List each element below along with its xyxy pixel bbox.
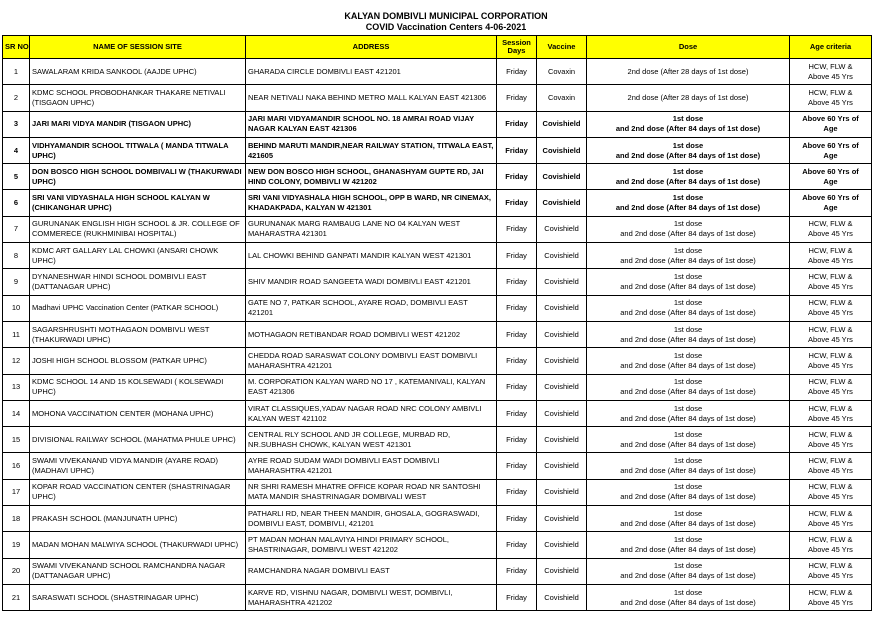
cell-session-days: Friday (497, 374, 537, 400)
dose-line-1: 2nd dose (After 28 days of 1st dose) (627, 66, 749, 76)
age-line-1: HCW, FLW & (808, 561, 853, 571)
cell-vaccine: Covaxin (537, 85, 587, 111)
cell-session-site: SARASWATI SCHOOL (SHASTRINAGAR UPHC) (30, 584, 246, 610)
dose-line-2: and 2nd dose (After 84 days of 1st dose) (615, 203, 761, 213)
dose-line-2: and 2nd dose (After 84 days of 1st dose) (620, 571, 756, 581)
table-row (3, 243, 872, 269)
header-name: NAME OF SESSION SITE (30, 36, 246, 59)
cell-age-criteria (790, 453, 872, 479)
cell-session-site: SWAMI VIVEKANAND SCHOOL RAMCHANDRA NAGAR (DATTANAGAR UPHC) (30, 558, 246, 584)
age-line-2: Above 45 Yrs (808, 308, 853, 318)
cell-session-site: KOPAR ROAD VACCINATION CENTER (SHASTRINAGAR UPHC) (30, 479, 246, 505)
dose-line-1: 1st dose (673, 587, 703, 597)
table-row (3, 348, 872, 374)
cell-age-criteria (790, 243, 872, 269)
cell-sr-no: 17 (3, 479, 30, 505)
cell-dose (587, 400, 790, 426)
dose-line-1: 1st dose (672, 193, 704, 203)
cell-address: VIRAT CLASSIQUES,YADAV NAGAR ROAD NRC COLONY AMBIVLI KALYAN WEST 421102 (246, 400, 497, 426)
dose-line-2: and 2nd dose (After 84 days of 1st dose) (620, 360, 756, 370)
dose-line-1: 1st dose (673, 403, 703, 413)
cell-dose (587, 348, 790, 374)
dose-line-1: 1st dose (673, 350, 703, 360)
dose-line-2: and 2nd dose (After 84 days of 1st dose) (620, 492, 756, 502)
header-sr-no: SR NO (3, 36, 30, 59)
cell-vaccine: Covishield (537, 532, 587, 558)
cell-sr-no: 5 (3, 164, 30, 190)
cell-dose (587, 427, 790, 453)
cell-dose (587, 85, 790, 111)
cell-address: CHEDDA ROAD SARASWAT COLONY DOMBIVLI EAST DOMBIVLI MAHARASHTRA 421201 (246, 348, 497, 374)
header-dose: Dose (587, 36, 790, 59)
age-line-1: Above 60 Yrs of (802, 140, 859, 150)
cell-age-criteria (790, 137, 872, 163)
age-line-1: HCW, FLW & (808, 403, 853, 413)
table-row (3, 137, 872, 163)
cell-vaccine: Covishield (537, 479, 587, 505)
cell-vaccine: Covishield (537, 243, 587, 269)
header-vaccine: Vaccine (537, 36, 587, 59)
age-line-1: Above 60 Yrs of (802, 193, 859, 203)
cell-session-days: Friday (497, 59, 537, 85)
cell-sr-no: 15 (3, 427, 30, 453)
age-line-1: HCW, FLW & (808, 87, 853, 97)
cell-age-criteria (790, 164, 872, 190)
table-row (3, 400, 872, 426)
cell-session-site: GURUNANAK ENGLISH HIGH SCHOOL & JR. COLLEGE OF COMMERECE (RUKHMINIBAI HOSPITAL) (30, 216, 246, 242)
cell-session-site: SWAMI VIVEKANAND VIDYA MANDIR (AYARE ROAD) (MADHAVI UPHC) (30, 453, 246, 479)
cell-session-days: Friday (497, 453, 537, 479)
dose-line-2: and 2nd dose (After 84 days of 1st dose) (620, 518, 756, 528)
cell-session-days: Friday (497, 216, 537, 242)
cell-address: NEAR NETIVALI NAKA BEHIND METRO MALL KALYAN EAST 421306 (246, 85, 497, 111)
cell-vaccine: Covishield (537, 111, 587, 137)
table-row (3, 584, 872, 610)
cell-address: BEHIND MARUTI MANDIR,NEAR RAILWAY STATION, TITWALA EAST, 421605 (246, 137, 497, 163)
cell-dose (587, 584, 790, 610)
cell-sr-no: 13 (3, 374, 30, 400)
cell-session-days: Friday (497, 321, 537, 347)
cell-sr-no: 11 (3, 321, 30, 347)
age-line-1: HCW, FLW & (808, 534, 853, 544)
dose-line-1: 1st dose (672, 114, 704, 124)
cell-address: GHARADA CIRCLE DOMBIVLI EAST 421201 (246, 59, 497, 85)
cell-age-criteria (790, 532, 872, 558)
cell-age-criteria (790, 400, 872, 426)
age-line-2: Above 45 Yrs (808, 597, 853, 607)
cell-dose (587, 479, 790, 505)
dose-line-1: 1st dose (673, 456, 703, 466)
table-body (3, 59, 872, 611)
age-line-1: HCW, FLW & (808, 219, 853, 229)
dose-line-2: and 2nd dose (After 84 days of 1st dose) (620, 413, 756, 423)
header-session-days: Session Days (497, 36, 537, 59)
cell-vaccine: Covishield (537, 400, 587, 426)
cell-age-criteria (790, 295, 872, 321)
cell-age-criteria (790, 269, 872, 295)
cell-session-days: Friday (497, 269, 537, 295)
cell-vaccine: Covishield (537, 216, 587, 242)
age-line-2: Age (823, 176, 838, 186)
cell-session-site: Madhavi UPHC Vaccination Center (PATKAR SCHOOL) (30, 295, 246, 321)
cell-sr-no: 20 (3, 558, 30, 584)
cell-session-days: Friday (497, 427, 537, 453)
age-line-2: Age (823, 203, 838, 213)
table-row (3, 190, 872, 216)
dose-line-2: and 2nd dose (After 84 days of 1st dose) (620, 466, 756, 476)
cell-age-criteria (790, 59, 872, 85)
cell-sr-no: 6 (3, 190, 30, 216)
cell-address: PATHARLI RD, NEAR THEEN MANDIR, GHOSALA, GOGRASWADI, DOMBIVLI EAST, DOMBIVLI, 421201 (246, 506, 497, 532)
table-row (3, 111, 872, 137)
dose-line-2: and 2nd dose (After 84 days of 1st dose) (620, 308, 756, 318)
cell-session-days: Friday (497, 400, 537, 426)
table-row (3, 506, 872, 532)
age-line-2: Above 45 Yrs (808, 413, 853, 423)
age-line-2: Above 45 Yrs (808, 518, 853, 528)
dose-line-2: and 2nd dose (After 84 days of 1st dose) (620, 439, 756, 449)
age-line-2: Above 45 Yrs (808, 571, 853, 581)
dose-line-1: 1st dose (673, 219, 703, 229)
cell-session-days: Friday (497, 190, 537, 216)
age-line-2: Above 45 Yrs (808, 97, 853, 107)
cell-age-criteria (790, 479, 872, 505)
cell-sr-no: 21 (3, 584, 30, 610)
cell-age-criteria (790, 427, 872, 453)
cell-dose (587, 532, 790, 558)
dose-line-2: and 2nd dose (After 84 days of 1st dose) (615, 124, 761, 134)
dose-line-1: 1st dose (672, 166, 704, 176)
age-line-2: Age (823, 124, 838, 134)
cell-session-days: Friday (497, 558, 537, 584)
age-line-2: Above 45 Yrs (808, 544, 853, 554)
cell-session-days: Friday (497, 137, 537, 163)
dose-line-1: 1st dose (673, 429, 703, 439)
dose-line-2: and 2nd dose (After 84 days of 1st dose) (620, 544, 756, 554)
age-line-1: HCW, FLW & (808, 482, 853, 492)
cell-address: M. CORPORATION KALYAN WARD NO 17 , KATEMANIVALI, KALYAN EAST 421306 (246, 374, 497, 400)
cell-dose (587, 321, 790, 347)
table-row (3, 85, 872, 111)
cell-dose (587, 164, 790, 190)
cell-session-days: Friday (497, 164, 537, 190)
table-header-row (3, 36, 872, 59)
cell-session-site: KDMC SCHOOL 14 AND 15 KOLSEWADI ( KOLSEWADI UPHC) (30, 374, 246, 400)
cell-session-site: JARI MARI VIDYA MANDIR (TISGAON UPHC) (30, 111, 246, 137)
cell-dose (587, 295, 790, 321)
dose-line-1: 1st dose (673, 482, 703, 492)
cell-sr-no: 4 (3, 137, 30, 163)
age-line-1: HCW, FLW & (808, 61, 853, 71)
cell-vaccine: Covaxin (537, 59, 587, 85)
cell-session-site: DYNANESHWAR HINDI SCHOOL DOMBIVLI EAST (DATTANAGAR UPHC) (30, 269, 246, 295)
cell-session-days: Friday (497, 111, 537, 137)
cell-vaccine: Covishield (537, 321, 587, 347)
cell-session-site: KDMC SCHOOL PROBODHANKAR THAKARE NETIVALI (TISGAON UPHC) (30, 85, 246, 111)
cell-address: SRI VANI VIDYASHALA HIGH SCHOOL, OPP B WARD, NR CINEMAX, KHADAKPADA, KALYAN W 421301 (246, 190, 497, 216)
cell-vaccine: Covishield (537, 584, 587, 610)
cell-address: CENTRAL RLY SCHOOL AND JR COLLEGE, MURBAD RD, NR.SUBHASH CHOWK, KALYAN WEST 421301 (246, 427, 497, 453)
dose-line-1: 1st dose (673, 298, 703, 308)
cell-session-site: SAWALARAM KRIDA SANKOOL (AAJDE UPHC) (30, 59, 246, 85)
cell-sr-no: 2 (3, 85, 30, 111)
dose-line-2: and 2nd dose (After 84 days of 1st dose) (620, 597, 756, 607)
cell-session-site: PRAKASH SCHOOL (MANJUNATH UPHC) (30, 506, 246, 532)
age-line-1: HCW, FLW & (808, 587, 853, 597)
age-line-1: HCW, FLW & (808, 429, 853, 439)
cell-age-criteria (790, 216, 872, 242)
age-line-1: HCW, FLW & (808, 508, 853, 518)
cell-address: AYRE ROAD SUDAM WADI DOMBIVLI EAST DOMBIVLI MAHARASHTRA 421201 (246, 453, 497, 479)
cell-session-site: DON BOSCO HIGH SCHOOL DOMBIVALI W (THAKURWADI UPHC) (30, 164, 246, 190)
cell-dose (587, 269, 790, 295)
cell-session-days: Friday (497, 532, 537, 558)
dose-line-1: 1st dose (673, 508, 703, 518)
table-row (3, 374, 872, 400)
dose-line-2: and 2nd dose (After 84 days of 1st dose) (620, 255, 756, 265)
cell-dose (587, 243, 790, 269)
age-line-2: Above 45 Yrs (808, 334, 853, 344)
dose-line-2: and 2nd dose (After 84 days of 1st dose) (620, 282, 756, 292)
cell-session-days: Friday (497, 584, 537, 610)
age-line-2: Above 45 Yrs (808, 387, 853, 397)
table-row (3, 269, 872, 295)
age-line-2: Above 45 Yrs (808, 466, 853, 476)
cell-address: MOTHAGAON RETIBANDAR ROAD DOMBIVLI WEST 421202 (246, 321, 497, 347)
dose-line-1: 1st dose (673, 272, 703, 282)
cell-session-site: MOHONA VACCINATION CENTER (MOHANA UPHC) (30, 400, 246, 426)
cell-address: PT MADAN MOHAN MALAVIYA HINDI PRIMARY SCHOOL, SHASTRINAGAR, DOMBIVLI WEST 421202 (246, 532, 497, 558)
age-line-1: HCW, FLW & (808, 324, 853, 334)
cell-age-criteria (790, 558, 872, 584)
cell-session-site: JOSHI HIGH SCHOOL BLOSSOM (PATKAR UPHC) (30, 348, 246, 374)
cell-session-days: Friday (497, 85, 537, 111)
cell-age-criteria (790, 111, 872, 137)
table-row (3, 321, 872, 347)
cell-address: KARVE RD, VISHNU NAGAR, DOMBIVLI WEST, DOMBIVLI, MAHARASHTRA 421202 (246, 584, 497, 610)
table-row (3, 479, 872, 505)
header-address: ADDRESS (246, 36, 497, 59)
dose-line-2: and 2nd dose (After 84 days of 1st dose) (615, 176, 761, 186)
dose-line-2: and 2nd dose (After 84 days of 1st dose) (620, 229, 756, 239)
cell-dose (587, 374, 790, 400)
cell-vaccine: Covishield (537, 164, 587, 190)
age-line-1: HCW, FLW & (808, 377, 853, 387)
cell-vaccine: Covishield (537, 348, 587, 374)
cell-vaccine: Covishield (537, 374, 587, 400)
table-row (3, 295, 872, 321)
cell-session-site: DIVISIONAL RAILWAY SCHOOL (MAHATMA PHULE UPHC) (30, 427, 246, 453)
cell-address: NEW DON BOSCO HIGH SCHOOL, GHANASHYAM GUPTE RD, JAI HIND COLONY, DOMBIVLI W 421202 (246, 164, 497, 190)
cell-session-site: KDMC ART GALLARY LAL CHOWKI (ANSARI CHOWK UPHC) (30, 243, 246, 269)
vaccination-centers-table (2, 35, 872, 611)
cell-dose (587, 111, 790, 137)
table-row (3, 427, 872, 453)
cell-dose (587, 216, 790, 242)
age-line-2: Age (823, 150, 838, 160)
age-line-1: HCW, FLW & (808, 272, 853, 282)
cell-sr-no: 19 (3, 532, 30, 558)
cell-session-site: MADAN MOHAN MALWIYA SCHOOL (THAKURWADI UPHC) (30, 532, 246, 558)
cell-vaccine: Covishield (537, 558, 587, 584)
cell-age-criteria (790, 506, 872, 532)
dose-line-1: 1st dose (672, 140, 704, 150)
dose-line-2: and 2nd dose (After 84 days of 1st dose) (615, 150, 761, 160)
dose-line-1: 1st dose (673, 534, 703, 544)
table-row (3, 59, 872, 85)
dose-line-2: and 2nd dose (After 84 days of 1st dose) (620, 334, 756, 344)
table-row (3, 164, 872, 190)
document-title: KALYAN DOMBIVLI MUNICIPAL CORPORATION (344, 11, 548, 21)
dose-line-1: 1st dose (673, 561, 703, 571)
cell-dose (587, 190, 790, 216)
cell-address: JARI MARI VIDYAMANDIR SCHOOL NO. 18 AMRAI ROAD VIJAY NAGAR KALYAN EAST 421306 (246, 111, 497, 137)
table-row (3, 216, 872, 242)
age-line-1: HCW, FLW & (808, 350, 853, 360)
dose-line-2: and 2nd dose (After 84 days of 1st dose) (620, 387, 756, 397)
cell-session-days: Friday (497, 506, 537, 532)
cell-sr-no: 12 (3, 348, 30, 374)
table-row (3, 558, 872, 584)
dose-line-1: 1st dose (673, 377, 703, 387)
cell-sr-no: 9 (3, 269, 30, 295)
cell-sr-no: 1 (3, 59, 30, 85)
cell-address: GURUNANAK MARG RAMBAUG LANE NO 04 KALYAN WEST MAHARASTRA 421301 (246, 216, 497, 242)
age-line-2: Above 45 Yrs (808, 255, 853, 265)
cell-sr-no: 14 (3, 400, 30, 426)
age-line-1: Above 60 Yrs of (802, 166, 859, 176)
cell-address: GATE NO 7, PATKAR SCHOOL, AYARE ROAD, DOMBIVLI EAST 421201 (246, 295, 497, 321)
header-age: Age criteria (790, 36, 872, 59)
age-line-1: HCW, FLW & (808, 298, 853, 308)
dose-line-1: 2nd dose (After 28 days of 1st dose) (627, 92, 749, 102)
cell-session-days: Friday (497, 243, 537, 269)
cell-vaccine: Covishield (537, 190, 587, 216)
cell-dose (587, 453, 790, 479)
cell-sr-no: 18 (3, 506, 30, 532)
dose-line-1: 1st dose (673, 245, 703, 255)
cell-address: RAMCHANDRA NAGAR DOMBIVLI EAST (246, 558, 497, 584)
cell-dose (587, 137, 790, 163)
cell-dose (587, 558, 790, 584)
age-line-1: Above 60 Yrs of (802, 114, 859, 124)
cell-dose (587, 59, 790, 85)
cell-session-site: VIDHYAMANDIR SCHOOL TITWALA ( MANDA TITWALA UPHC) (30, 137, 246, 163)
cell-address: NR SHRI RAMESH MHATRE OFFICE KOPAR ROAD NR SANTOSHI MATA MANDIR SHASTRINAGAR DOMBIVALI WEST (246, 479, 497, 505)
cell-address: LAL CHOWKI BEHIND GANPATI MANDIR KALYAN WEST 421301 (246, 243, 497, 269)
age-line-2: Above 45 Yrs (808, 71, 853, 81)
cell-sr-no: 10 (3, 295, 30, 321)
table-row (3, 453, 872, 479)
cell-age-criteria (790, 348, 872, 374)
cell-vaccine: Covishield (537, 506, 587, 532)
cell-vaccine: Covishield (537, 295, 587, 321)
document-subtitle: COVID Vaccination Centers 4-06-2021 (365, 22, 527, 32)
cell-age-criteria (790, 321, 872, 347)
age-line-2: Above 45 Yrs (808, 439, 853, 449)
cell-session-days: Friday (497, 348, 537, 374)
cell-sr-no: 7 (3, 216, 30, 242)
cell-vaccine: Covishield (537, 453, 587, 479)
cell-age-criteria (790, 190, 872, 216)
cell-session-days: Friday (497, 295, 537, 321)
age-line-1: HCW, FLW & (808, 456, 853, 466)
cell-sr-no: 16 (3, 453, 30, 479)
age-line-2: Above 45 Yrs (808, 282, 853, 292)
cell-vaccine: Covishield (537, 427, 587, 453)
cell-vaccine: Covishield (537, 137, 587, 163)
cell-session-site: SAGARSHRUSHTI MOTHAGAON DOMBIVLI WEST (THAKURWADI UPHC) (30, 321, 246, 347)
age-line-2: Above 45 Yrs (808, 360, 853, 370)
cell-age-criteria (790, 85, 872, 111)
cell-sr-no: 8 (3, 243, 30, 269)
cell-session-site: SRI VANI VIDYASHALA HIGH SCHOOL KALYAN W (CHIKANGHAR UPHC) (30, 190, 246, 216)
age-line-2: Above 45 Yrs (808, 492, 853, 502)
cell-age-criteria (790, 584, 872, 610)
cell-vaccine: Covishield (537, 269, 587, 295)
table-row (3, 532, 872, 558)
cell-dose (587, 506, 790, 532)
cell-age-criteria (790, 374, 872, 400)
cell-address: SHIV MANDIR ROAD SANGEETA WADI DOMBIVLI EAST 421201 (246, 269, 497, 295)
dose-line-1: 1st dose (673, 324, 703, 334)
age-line-1: HCW, FLW & (808, 245, 853, 255)
cell-sr-no: 3 (3, 111, 30, 137)
age-line-2: Above 45 Yrs (808, 229, 853, 239)
cell-session-days: Friday (497, 479, 537, 505)
